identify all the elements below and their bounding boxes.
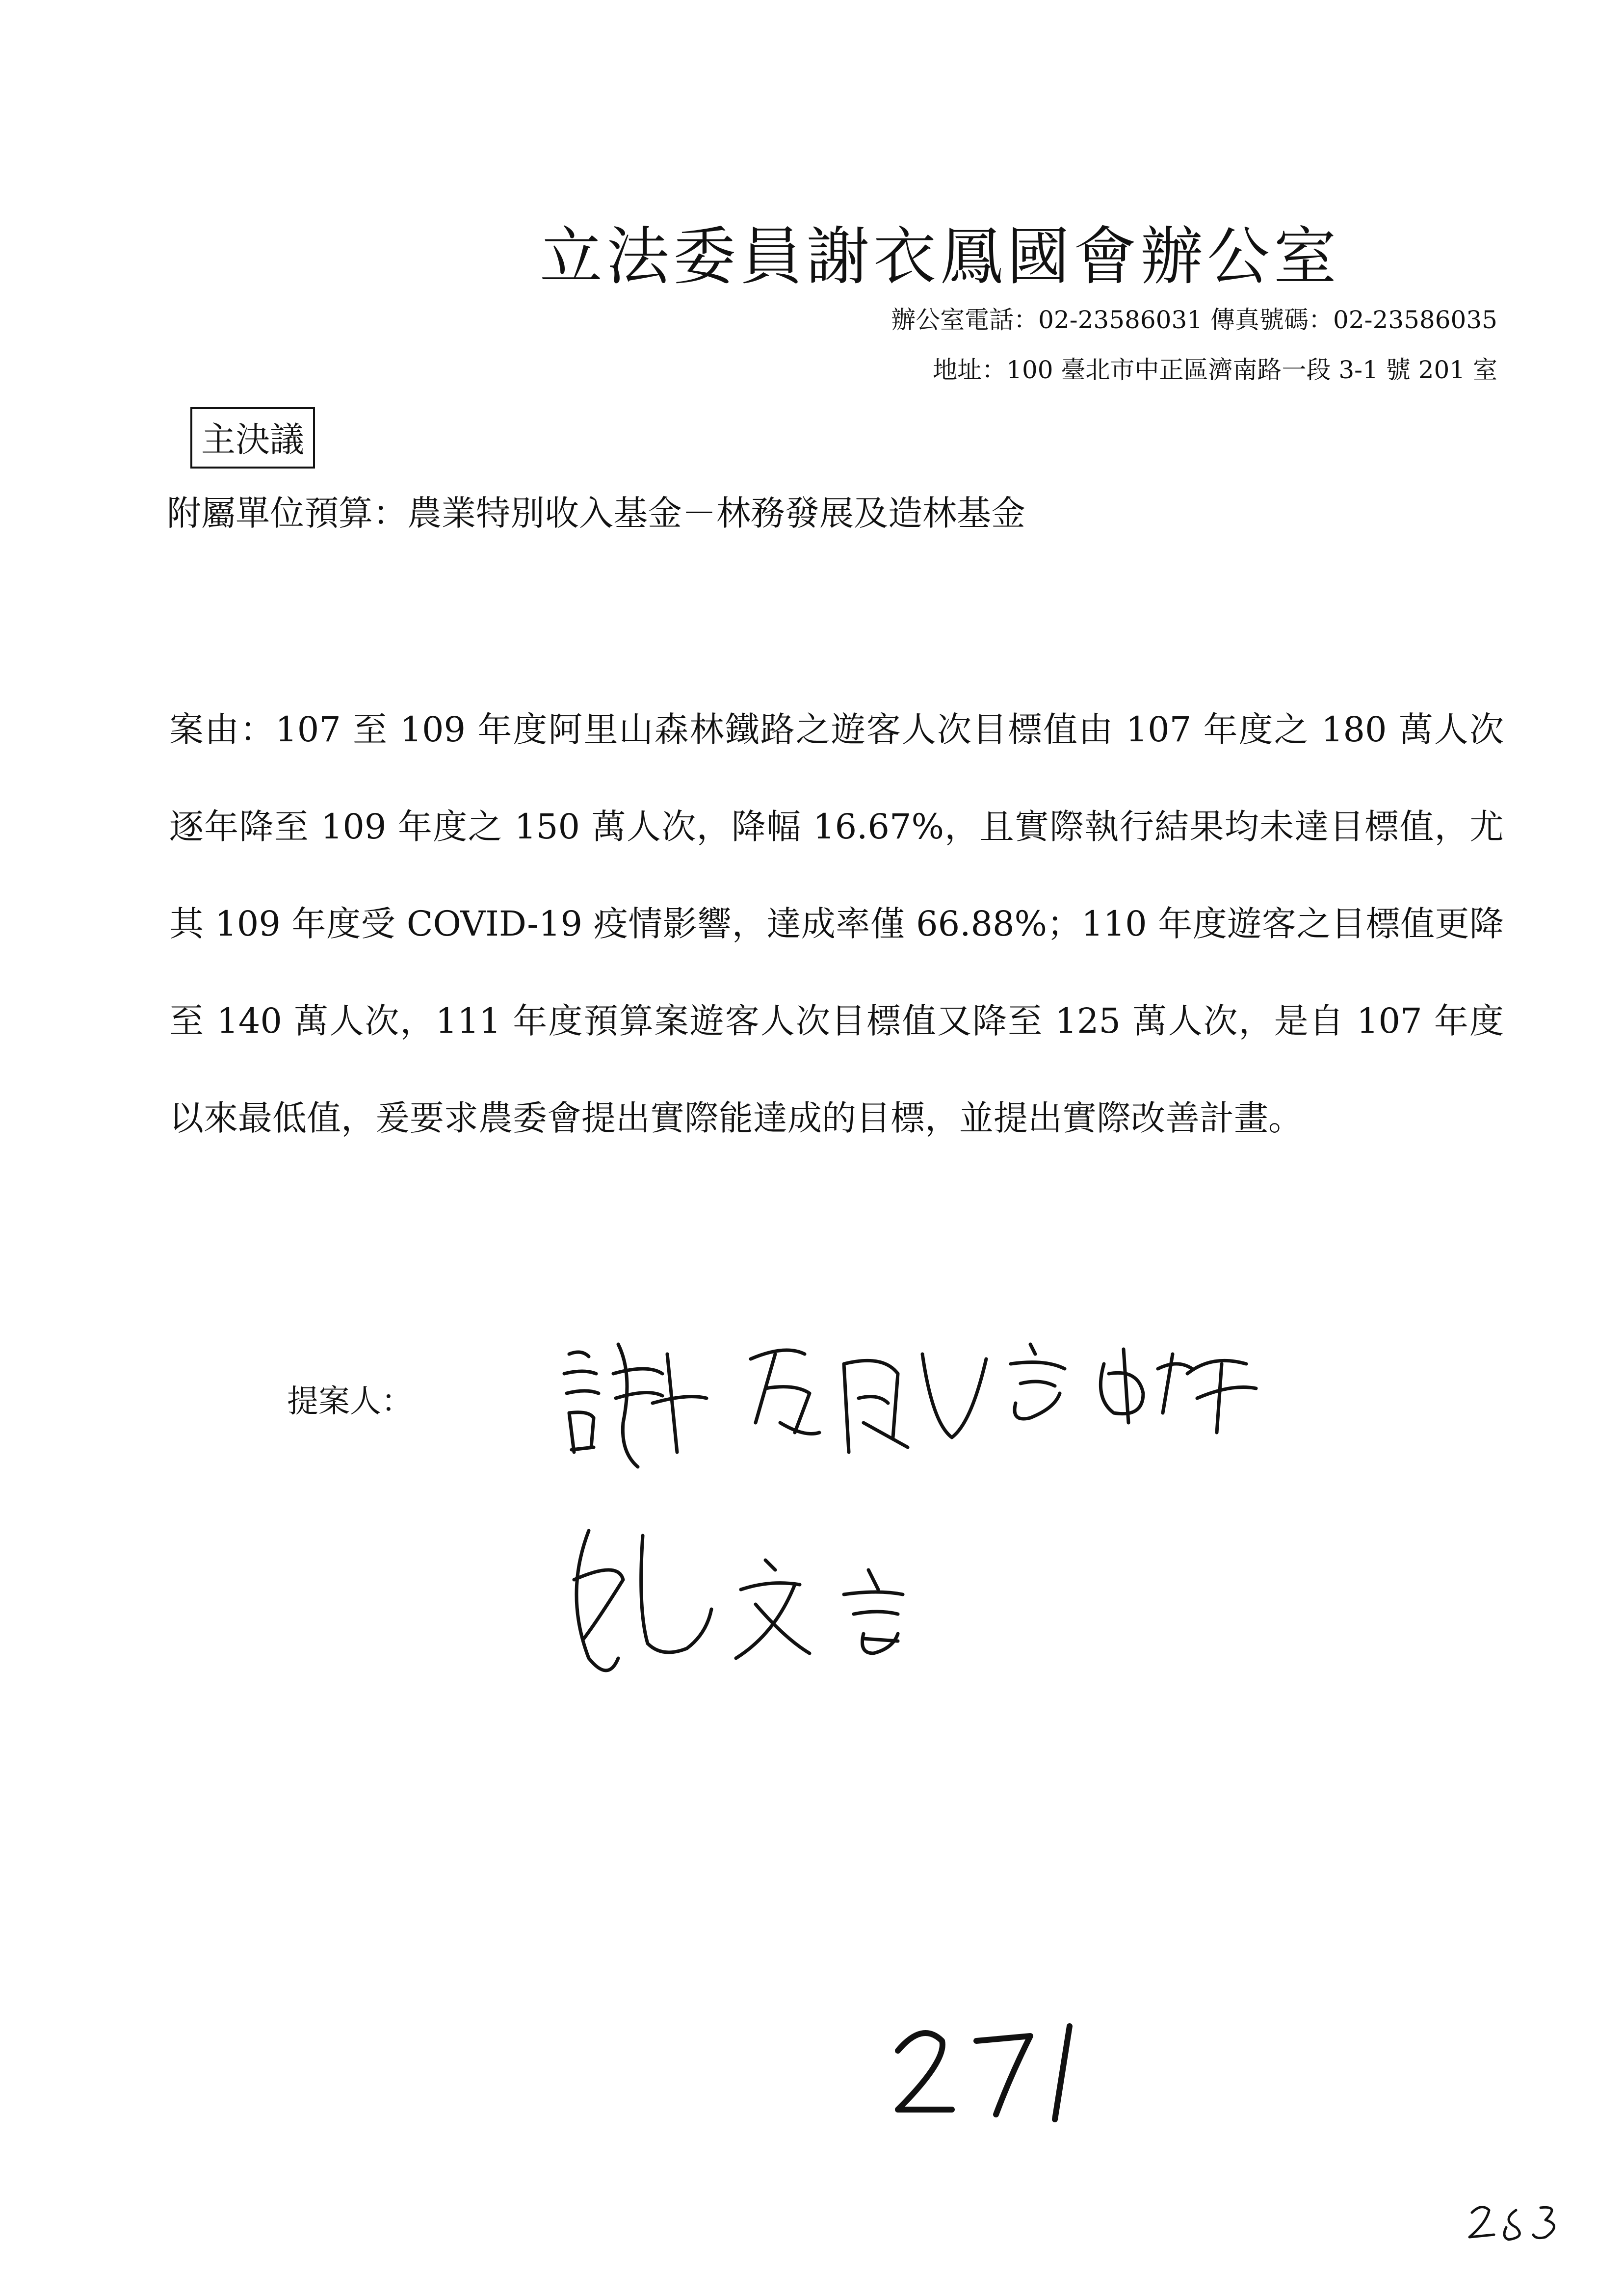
signature-2 xyxy=(1011,1344,1256,1433)
contact-phone-fax: 辦公室電話：02-23586031 傳真號碼：02-23586035 xyxy=(891,306,1497,334)
signature-1 xyxy=(564,1344,986,1467)
signature-3 xyxy=(574,1531,903,1670)
budget-unit-line: 附屬單位預算：農業特別收入基金－林務發展及造林基金 xyxy=(167,493,1025,533)
page-number-283-strokes xyxy=(1469,2207,1554,2240)
motion-type-label: 主決議 xyxy=(190,407,315,469)
office-address: 地址：100 臺北市中正區濟南路一段 3-1 號 201 室 xyxy=(933,356,1497,384)
proposer-label: 提案人： xyxy=(287,1383,413,1420)
office-title: 立法委員謝衣鳳國會辦公室 xyxy=(540,220,1341,293)
case-description: 案由：107 至 109 年度阿里山森林鐵路之遊客人次目標值由 107 年度之 180 萬人次逐年降至 109 年度之 150 萬人次，降幅 16.67%，且實際執行結果均未達目標值，尤其 109 年度受 COVID-19 疫情影響，達成率僅 66.88%；110 年度遊客之目標值更降至 140 萬人次，111 年度預算案遊客人次目標值又降至 125 萬人次，是自 107 年度以來最低值，爰要求農委會提出實際能達成的目標，並提出實際改善計畫。 xyxy=(169,709,1504,1138)
page-number-271-strokes xyxy=(898,2026,1070,2119)
